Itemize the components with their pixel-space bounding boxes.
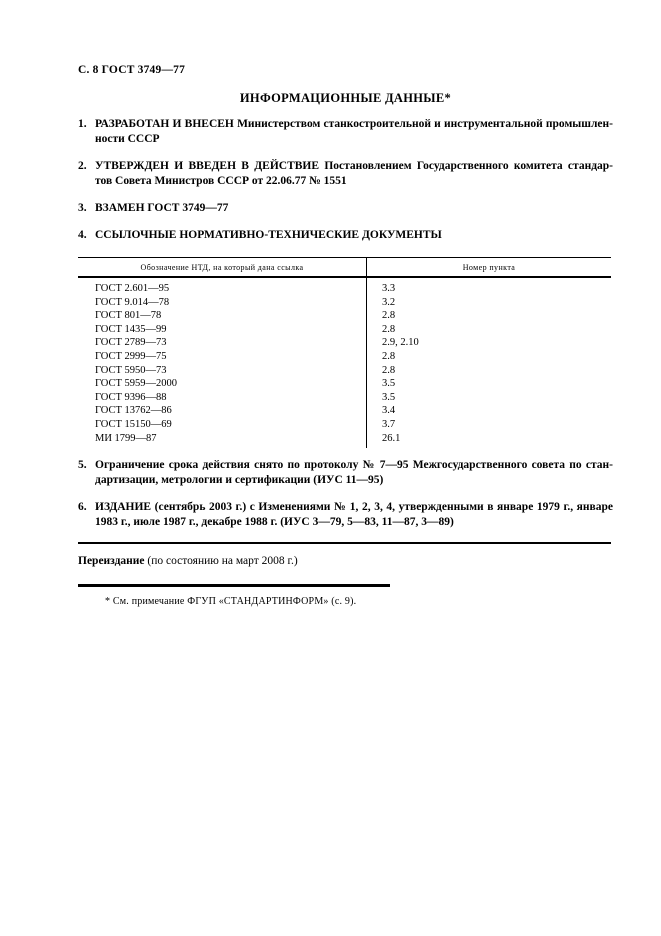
item-text-line: ности СССР — [95, 133, 160, 145]
item-text-line: Ограничение срока действия снято по протоколу № 7—95 Межгосударственного совета по стан- — [95, 459, 613, 472]
table-row — [78, 350, 611, 364]
item-text-line: ИЗДАНИЕ (сентябрь 2003 г.) с Изменениями № 1, 2, 3, 4, утвержденными в январе 1979 г., январе — [95, 501, 613, 514]
clause-cell: 3.4 — [382, 405, 396, 417]
table-row — [78, 404, 611, 418]
item-body — [95, 228, 613, 243]
list-item — [78, 458, 613, 488]
table-header-ntd: Обозначение НТД, на который дана ссылка — [78, 258, 367, 278]
list-item — [78, 500, 613, 530]
ntd-cell: ГОСТ 9396—88 — [78, 391, 367, 405]
table-row — [78, 336, 611, 350]
clause-cell: 3.3 — [382, 283, 396, 294]
footnote-rule — [78, 584, 390, 587]
item-text-line: ВЗАМЕН ГОСТ 3749—77 — [95, 202, 229, 214]
table-row — [78, 432, 611, 449]
clause-cell: 26.1 — [382, 432, 401, 444]
item-number: 4. — [78, 229, 87, 241]
ntd-cell: ГОСТ 2999—75 — [78, 350, 367, 364]
list-item — [78, 117, 613, 147]
divider-rule — [78, 542, 611, 544]
table-row — [78, 277, 611, 296]
clause-cell: 2.8 — [382, 364, 396, 376]
item-number: 5. — [78, 459, 87, 472]
list-item — [78, 228, 613, 243]
reissue-note — [78, 555, 613, 567]
table-row — [78, 418, 611, 432]
item-number: 3. — [78, 202, 87, 214]
clause-cell: 3.7 — [382, 418, 396, 430]
clause-cell: 2.8 — [382, 350, 396, 362]
ntd-cell: ГОСТ 9.014—78 — [78, 296, 367, 310]
table-row — [78, 323, 611, 337]
table-row — [78, 309, 611, 323]
item-text-line: УТВЕРЖДЕН И ВВЕДЕН В ДЕЙСТВИЕ Постановлением Государственного комитета стандар- — [95, 160, 613, 172]
item-body — [95, 117, 613, 147]
table-header-clause: Номер пункта — [367, 258, 612, 278]
ntd-cell: МИ 1799—87 — [78, 432, 367, 449]
ntd-cell: ГОСТ 13762—86 — [78, 404, 367, 418]
clause-cell: 2.9, 2.10 — [382, 337, 419, 349]
table-row — [78, 296, 611, 310]
item-number: 2. — [78, 160, 87, 172]
item-text-line: дартизации, метрологии и сертификации (ИУС 11—95) — [95, 474, 384, 487]
footnote-text: * См. примечание ФГУП «СТАНДАРТИНФОРМ» (с. 9). — [105, 596, 357, 608]
ntd-cell: ГОСТ 5950—73 — [78, 364, 367, 378]
reissue-label: Переиздание — [78, 555, 145, 568]
item-text-line: 1983 г., июле 1987 г., декабре 1988 г. (ИУС 3—79, 5—83, 11—87, 3—89) — [95, 516, 454, 529]
clause-cell: 2.8 — [382, 323, 396, 335]
clause-cell: 3.5 — [382, 391, 396, 403]
table-row — [78, 391, 611, 405]
page-content — [78, 64, 613, 607]
ntd-cell: ГОСТ 5959—2000 — [78, 377, 367, 391]
item-body — [95, 159, 613, 189]
page-header: С. 8 ГОСТ 3749—77 — [78, 64, 186, 76]
table-header-row — [78, 258, 611, 278]
ntd-cell: ГОСТ 801—78 — [78, 309, 367, 323]
reissue-detail: (по состоянию на март 2008 г.) — [144, 555, 298, 568]
ntd-cell: ГОСТ 1435—99 — [78, 323, 367, 337]
clause-cell: 2.8 — [382, 310, 396, 322]
ntd-cell: ГОСТ 15150—69 — [78, 418, 367, 432]
item-text-line: тов Совета Министров СССР от 22.06.77 № 1551 — [95, 175, 347, 187]
table-row — [78, 364, 611, 378]
list-item — [78, 159, 613, 189]
item-text-line: ССЫЛОЧНЫЕ НОРМАТИВНО-ТЕХНИЧЕСКИЕ ДОКУМЕНТЫ — [95, 229, 442, 241]
item-number: 1. — [78, 118, 87, 130]
ntd-cell: ГОСТ 2789—73 — [78, 336, 367, 350]
document-title: ИНФОРМАЦИОННЫЕ ДАННЫЕ* — [239, 91, 452, 105]
list-item — [78, 201, 613, 216]
item-text-line: РАЗРАБОТАН И ВНЕСЕН Министерством станкостроительной и инструментальной промышлен- — [95, 118, 613, 130]
item-body — [95, 458, 613, 488]
clause-cell: 3.2 — [382, 296, 396, 308]
ntd-reference-table — [78, 257, 611, 448]
table-row — [78, 377, 611, 391]
item-number: 6. — [78, 501, 87, 514]
info-list — [78, 117, 613, 530]
ntd-cell: ГОСТ 2.601—95 — [78, 277, 367, 296]
clause-cell: 3.5 — [382, 378, 396, 390]
item-body — [95, 201, 613, 216]
item-body — [95, 500, 613, 530]
